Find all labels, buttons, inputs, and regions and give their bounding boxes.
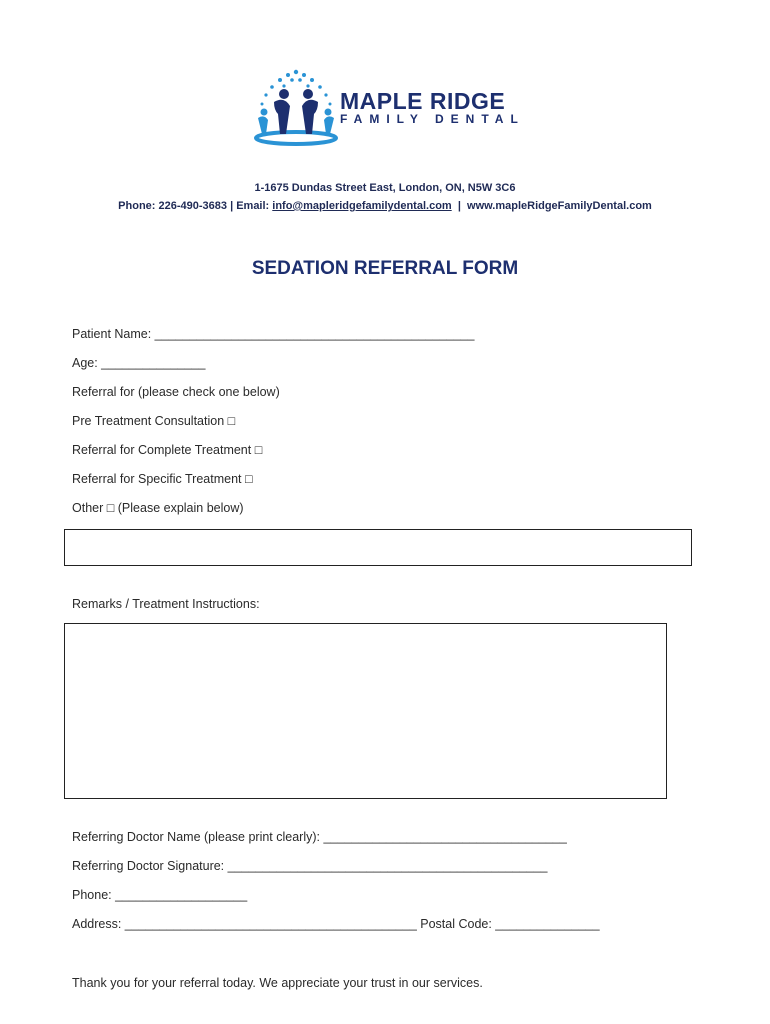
patient-name-field[interactable]: Patient Name: ______________________________________________ (72, 327, 475, 341)
website-link[interactable]: www.mapleRidgeFamilyDental.com (467, 200, 652, 212)
specific-treatment-checkbox[interactable]: Referral for Specific Treatment □ (72, 472, 253, 486)
doctor-address-field[interactable]: Address: __________________________________________ Postal Code: _______________ (72, 917, 600, 931)
logo-title: MAPLE RIDGE (340, 88, 506, 114)
referral-for-label: Referral for (please check one below) (72, 385, 280, 399)
clinic-contact (0, 200, 770, 212)
other-explanation-input[interactable] (65, 530, 691, 565)
age-field[interactable]: Age: _______________ (72, 356, 206, 370)
remarks-box[interactable] (64, 623, 667, 799)
clinic-address: 1-1675 Dundas Street East, London, ON, N5W 3C6 (254, 182, 516, 194)
email-link[interactable]: info@mapleridgefamilydental.com (272, 200, 452, 212)
complete-treatment-checkbox[interactable]: Referral for Complete Treatment □ (72, 443, 263, 457)
phone-email-prefix: Phone: 226-490-3683 | Email: (118, 200, 273, 212)
doctor-phone-field[interactable]: Phone: ___________________ (72, 888, 248, 902)
other-checkbox[interactable]: Other □ (Please explain below) (72, 501, 244, 515)
remarks-input[interactable] (65, 624, 666, 798)
footer-thanks: Thank you for your referral today. We appreciate your trust in our services. (72, 976, 483, 990)
logo-subtitle: FAMILY DENTAL (340, 112, 525, 126)
doctor-name-field[interactable]: Referring Doctor Name (please print clearly): ___________________________________ (72, 830, 567, 844)
website-separator: | (451, 200, 468, 212)
form-title: SEDATION REFERRAL FORM (251, 258, 519, 279)
remarks-label: Remarks / Treatment Instructions: (72, 597, 260, 611)
other-explanation-box[interactable] (64, 529, 692, 566)
pre-treatment-checkbox[interactable]: Pre Treatment Consultation □ (72, 414, 236, 428)
doctor-signature-field[interactable]: Referring Doctor Signature: ______________________________________________ (72, 859, 548, 873)
